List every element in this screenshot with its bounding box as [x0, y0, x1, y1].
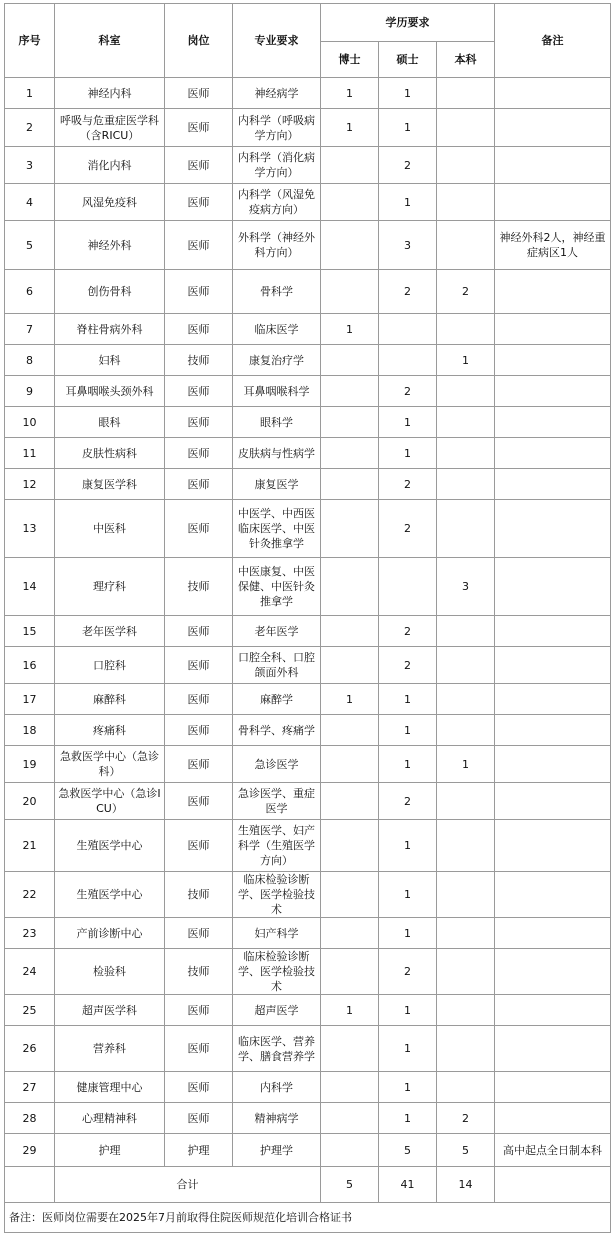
row-department: 皮肤性病科: [55, 438, 165, 469]
total-master: 41: [379, 1167, 437, 1203]
table-row: [5, 647, 611, 684]
row-department: 急救医学中心（急诊科）: [55, 746, 165, 783]
row-master: 1: [379, 995, 437, 1026]
row-bachelor: [437, 109, 495, 147]
row-index: 5: [5, 221, 55, 270]
table-row: [5, 715, 611, 746]
header-department: 科室: [55, 4, 165, 78]
row-department: 产前诊断中心: [55, 918, 165, 949]
row-phd: [321, 1026, 379, 1072]
table-row: [5, 558, 611, 616]
row-position: 医师: [165, 820, 233, 872]
row-position: 医师: [165, 438, 233, 469]
header-bachelor: 本科: [437, 42, 495, 78]
row-major: 急诊医学、重症医学: [233, 783, 321, 820]
row-phd: [321, 616, 379, 647]
row-index: 17: [5, 684, 55, 715]
row-phd: [321, 746, 379, 783]
row-bachelor: [437, 407, 495, 438]
total-label: 合计: [55, 1167, 321, 1203]
row-index: 2: [5, 109, 55, 147]
row-master: 2: [379, 270, 437, 314]
table-row: [5, 109, 611, 147]
row-major: 骨科学、疼痛学: [233, 715, 321, 746]
table-row: [5, 1026, 611, 1072]
row-department: 超声医学科: [55, 995, 165, 1026]
row-master: 1: [379, 438, 437, 469]
row-remark: [495, 469, 611, 500]
row-phd: 1: [321, 78, 379, 109]
row-bachelor: [437, 872, 495, 918]
row-bachelor: [437, 820, 495, 872]
total-bachelor: 14: [437, 1167, 495, 1203]
row-department: 创伤骨科: [55, 270, 165, 314]
row-department: 中医科: [55, 500, 165, 558]
row-bachelor: [437, 949, 495, 995]
row-remark: [495, 1103, 611, 1134]
row-bachelor: [437, 376, 495, 407]
table-row: [5, 376, 611, 407]
row-phd: [321, 1134, 379, 1167]
row-master: 3: [379, 221, 437, 270]
row-bachelor: [437, 647, 495, 684]
row-remark: [495, 270, 611, 314]
row-position: 医师: [165, 995, 233, 1026]
row-major: 临床医学、营养学、膳食营养学: [233, 1026, 321, 1072]
table-row: [5, 995, 611, 1026]
row-position: 医师: [165, 746, 233, 783]
row-department: 急救医学中心（急诊ICU）: [55, 783, 165, 820]
row-major: 临床检验诊断学、医学检验技术: [233, 949, 321, 995]
row-remark: 高中起点全日制本科: [495, 1134, 611, 1167]
row-index: 11: [5, 438, 55, 469]
table-row: [5, 820, 611, 872]
row-master: 1: [379, 1072, 437, 1103]
row-major: 康复医学: [233, 469, 321, 500]
row-phd: [321, 820, 379, 872]
row-bachelor: [437, 500, 495, 558]
row-bachelor: [437, 469, 495, 500]
row-department: 健康管理中心: [55, 1072, 165, 1103]
row-phd: [321, 949, 379, 995]
row-index: 28: [5, 1103, 55, 1134]
row-remark: [495, 500, 611, 558]
row-position: 医师: [165, 616, 233, 647]
row-index: 13: [5, 500, 55, 558]
row-major: 神经病学: [233, 78, 321, 109]
row-master: [379, 558, 437, 616]
row-remark: [495, 407, 611, 438]
row-major: 精神病学: [233, 1103, 321, 1134]
row-phd: [321, 184, 379, 221]
row-department: 风湿免疫科: [55, 184, 165, 221]
row-index: 26: [5, 1026, 55, 1072]
row-remark: [495, 345, 611, 376]
row-master: 2: [379, 647, 437, 684]
row-position: 医师: [165, 376, 233, 407]
table-row: [5, 438, 611, 469]
table-body: [5, 78, 611, 1167]
row-major: 急诊医学: [233, 746, 321, 783]
table-row: [5, 616, 611, 647]
row-position: 医师: [165, 684, 233, 715]
row-bachelor: [437, 221, 495, 270]
header-index: 序号: [5, 4, 55, 78]
row-remark: [495, 558, 611, 616]
row-master: [379, 345, 437, 376]
row-phd: [321, 918, 379, 949]
row-department: 麻醉科: [55, 684, 165, 715]
row-master: 1: [379, 78, 437, 109]
row-remark: 神经外科2人，神经重症病区1人: [495, 221, 611, 270]
row-master: 2: [379, 469, 437, 500]
row-phd: 1: [321, 314, 379, 345]
row-index: 16: [5, 647, 55, 684]
row-bachelor: 2: [437, 270, 495, 314]
row-master: 1: [379, 407, 437, 438]
row-master: 2: [379, 376, 437, 407]
row-index: 27: [5, 1072, 55, 1103]
row-phd: 1: [321, 684, 379, 715]
row-master: 2: [379, 616, 437, 647]
row-remark: [495, 438, 611, 469]
row-master: 2: [379, 949, 437, 995]
table-row: [5, 1103, 611, 1134]
total-row: [5, 1167, 611, 1203]
table-row: [5, 270, 611, 314]
row-phd: [321, 438, 379, 469]
table-row: [5, 918, 611, 949]
table-row: [5, 221, 611, 270]
table-row: [5, 184, 611, 221]
row-major: 外科学（神经外科方向）: [233, 221, 321, 270]
row-bachelor: 1: [437, 345, 495, 376]
table-row: [5, 407, 611, 438]
row-major: 中医康复、中医保健、中医针灸推拿学: [233, 558, 321, 616]
row-remark: [495, 147, 611, 184]
row-master: 2: [379, 783, 437, 820]
row-remark: [495, 783, 611, 820]
table-row: [5, 783, 611, 820]
row-bachelor: [437, 184, 495, 221]
table-row: [5, 78, 611, 109]
row-department: 理疗科: [55, 558, 165, 616]
row-position: 技师: [165, 558, 233, 616]
row-bachelor: [437, 715, 495, 746]
row-master: 1: [379, 1026, 437, 1072]
row-remark: [495, 109, 611, 147]
row-remark: [495, 684, 611, 715]
table-row: [5, 1134, 611, 1167]
total-phd: 5: [321, 1167, 379, 1203]
header-education: 学历要求: [321, 4, 495, 42]
table-header: [5, 4, 611, 78]
row-department: 营养科: [55, 1026, 165, 1072]
header-remark: 备注: [495, 4, 611, 78]
table-row: [5, 147, 611, 184]
row-index: 3: [5, 147, 55, 184]
row-position: 医师: [165, 1026, 233, 1072]
row-position: 医师: [165, 407, 233, 438]
row-major: 中医学、中西医临床医学、中医针灸推拿学: [233, 500, 321, 558]
row-bachelor: 2: [437, 1103, 495, 1134]
row-major: 骨科学: [233, 270, 321, 314]
row-phd: [321, 270, 379, 314]
row-remark: [495, 872, 611, 918]
table-row: [5, 1072, 611, 1103]
row-department: 护理: [55, 1134, 165, 1167]
row-index: 12: [5, 469, 55, 500]
row-major: 耳鼻咽喉科学: [233, 376, 321, 407]
row-bachelor: 1: [437, 746, 495, 783]
row-position: 医师: [165, 78, 233, 109]
row-major: 口腔全科、口腔颌面外科: [233, 647, 321, 684]
row-remark: [495, 314, 611, 345]
row-major: 康复治疗学: [233, 345, 321, 376]
row-position: 技师: [165, 949, 233, 995]
row-department: 眼科: [55, 407, 165, 438]
row-position: 技师: [165, 872, 233, 918]
row-master: 2: [379, 500, 437, 558]
row-position: 医师: [165, 1072, 233, 1103]
row-remark: [495, 715, 611, 746]
row-major: 内科学: [233, 1072, 321, 1103]
row-index: 23: [5, 918, 55, 949]
row-major: 妇产科学: [233, 918, 321, 949]
table-row: [5, 949, 611, 995]
row-major: 超声医学: [233, 995, 321, 1026]
table-row: [5, 345, 611, 376]
row-master: 1: [379, 715, 437, 746]
row-position: 医师: [165, 469, 233, 500]
row-department: 心理精神科: [55, 1103, 165, 1134]
row-phd: [321, 221, 379, 270]
row-phd: [321, 1072, 379, 1103]
row-index: 22: [5, 872, 55, 918]
row-bachelor: [437, 147, 495, 184]
row-remark: [495, 184, 611, 221]
row-bachelor: [437, 1072, 495, 1103]
header-phd: 博士: [321, 42, 379, 78]
row-major: 眼科学: [233, 407, 321, 438]
row-index: 6: [5, 270, 55, 314]
row-position: 医师: [165, 647, 233, 684]
row-phd: [321, 469, 379, 500]
header-master: 硕士: [379, 42, 437, 78]
row-index: 9: [5, 376, 55, 407]
table-row: [5, 469, 611, 500]
row-position: 医师: [165, 109, 233, 147]
row-index: 19: [5, 746, 55, 783]
row-department: 妇科: [55, 345, 165, 376]
row-position: 医师: [165, 715, 233, 746]
row-major: 老年医学: [233, 616, 321, 647]
row-department: 康复医学科: [55, 469, 165, 500]
row-position: 医师: [165, 1103, 233, 1134]
total-remark-cell: [495, 1167, 611, 1203]
row-remark: [495, 1072, 611, 1103]
row-phd: [321, 783, 379, 820]
row-phd: [321, 872, 379, 918]
row-bachelor: [437, 995, 495, 1026]
row-index: 1: [5, 78, 55, 109]
row-position: 医师: [165, 147, 233, 184]
row-department: 生殖医学中心: [55, 820, 165, 872]
row-position: 医师: [165, 918, 233, 949]
row-phd: [321, 1103, 379, 1134]
row-phd: 1: [321, 995, 379, 1026]
row-phd: [321, 345, 379, 376]
row-position: 医师: [165, 270, 233, 314]
row-department: 老年医学科: [55, 616, 165, 647]
row-phd: [321, 376, 379, 407]
row-bachelor: [437, 78, 495, 109]
row-index: 8: [5, 345, 55, 376]
row-phd: [321, 558, 379, 616]
row-phd: 1: [321, 109, 379, 147]
row-master: 1: [379, 918, 437, 949]
row-major: 皮肤病与性病学: [233, 438, 321, 469]
row-major: 麻醉学: [233, 684, 321, 715]
row-remark: [495, 376, 611, 407]
table-row: [5, 872, 611, 918]
table-note: 备注：医师岗位需要在2025年7月前取得住院医师规范化培训合格证书: [5, 1203, 611, 1233]
row-master: [379, 314, 437, 345]
row-index: 4: [5, 184, 55, 221]
row-index: 10: [5, 407, 55, 438]
row-position: 医师: [165, 221, 233, 270]
row-remark: [495, 746, 611, 783]
row-master: 1: [379, 820, 437, 872]
row-master: 1: [379, 872, 437, 918]
header-major: 专业要求: [233, 4, 321, 78]
row-bachelor: [437, 314, 495, 345]
row-phd: [321, 715, 379, 746]
row-bachelor: [437, 1026, 495, 1072]
row-major: 内科学（消化病学方向）: [233, 147, 321, 184]
row-index: 15: [5, 616, 55, 647]
row-remark: [495, 647, 611, 684]
row-master: 1: [379, 109, 437, 147]
row-position: 护理: [165, 1134, 233, 1167]
row-bachelor: [437, 684, 495, 715]
row-department: 耳鼻咽喉头颈外科: [55, 376, 165, 407]
table-row: [5, 500, 611, 558]
row-master: 5: [379, 1134, 437, 1167]
row-remark: [495, 616, 611, 647]
row-position: 医师: [165, 184, 233, 221]
note-row: [5, 1203, 611, 1233]
row-remark: [495, 1026, 611, 1072]
row-phd: [321, 407, 379, 438]
table-row: [5, 314, 611, 345]
row-index: 7: [5, 314, 55, 345]
row-department: 检验科: [55, 949, 165, 995]
row-position: 技师: [165, 345, 233, 376]
row-position: 医师: [165, 500, 233, 558]
row-position: 医师: [165, 314, 233, 345]
row-position: 医师: [165, 783, 233, 820]
row-department: 脊柱骨病外科: [55, 314, 165, 345]
table-row: [5, 746, 611, 783]
row-major: 护理学: [233, 1134, 321, 1167]
row-major: 内科学（风湿免疫病方向）: [233, 184, 321, 221]
row-index: 21: [5, 820, 55, 872]
row-phd: [321, 147, 379, 184]
row-remark: [495, 820, 611, 872]
row-master: 2: [379, 147, 437, 184]
row-bachelor: [437, 438, 495, 469]
row-index: 20: [5, 783, 55, 820]
row-master: 1: [379, 684, 437, 715]
total-index-cell: [5, 1167, 55, 1203]
row-index: 24: [5, 949, 55, 995]
recruitment-table: [4, 3, 611, 1233]
row-master: 1: [379, 184, 437, 221]
row-remark: [495, 949, 611, 995]
row-department: 疼痛科: [55, 715, 165, 746]
row-index: 29: [5, 1134, 55, 1167]
row-department: 消化内科: [55, 147, 165, 184]
row-remark: [495, 918, 611, 949]
row-bachelor: [437, 616, 495, 647]
header-position: 岗位: [165, 4, 233, 78]
row-major: 内科学（呼吸病学方向）: [233, 109, 321, 147]
row-bachelor: [437, 918, 495, 949]
row-remark: [495, 995, 611, 1026]
row-bachelor: 5: [437, 1134, 495, 1167]
row-index: 18: [5, 715, 55, 746]
row-master: 1: [379, 1103, 437, 1134]
row-master: 1: [379, 746, 437, 783]
row-bachelor: [437, 783, 495, 820]
row-major: 临床医学: [233, 314, 321, 345]
row-index: 14: [5, 558, 55, 616]
row-department: 神经外科: [55, 221, 165, 270]
row-index: 25: [5, 995, 55, 1026]
row-department: 口腔科: [55, 647, 165, 684]
row-remark: [495, 78, 611, 109]
row-department: 生殖医学中心: [55, 872, 165, 918]
row-major: 生殖医学、妇产科学（生殖医学方向）: [233, 820, 321, 872]
row-department: 神经内科: [55, 78, 165, 109]
row-phd: [321, 500, 379, 558]
row-bachelor: 3: [437, 558, 495, 616]
row-department: 呼吸与危重症医学科（含RICU）: [55, 109, 165, 147]
row-major: 临床检验诊断学、医学检验技术: [233, 872, 321, 918]
table-row: [5, 684, 611, 715]
row-phd: [321, 647, 379, 684]
